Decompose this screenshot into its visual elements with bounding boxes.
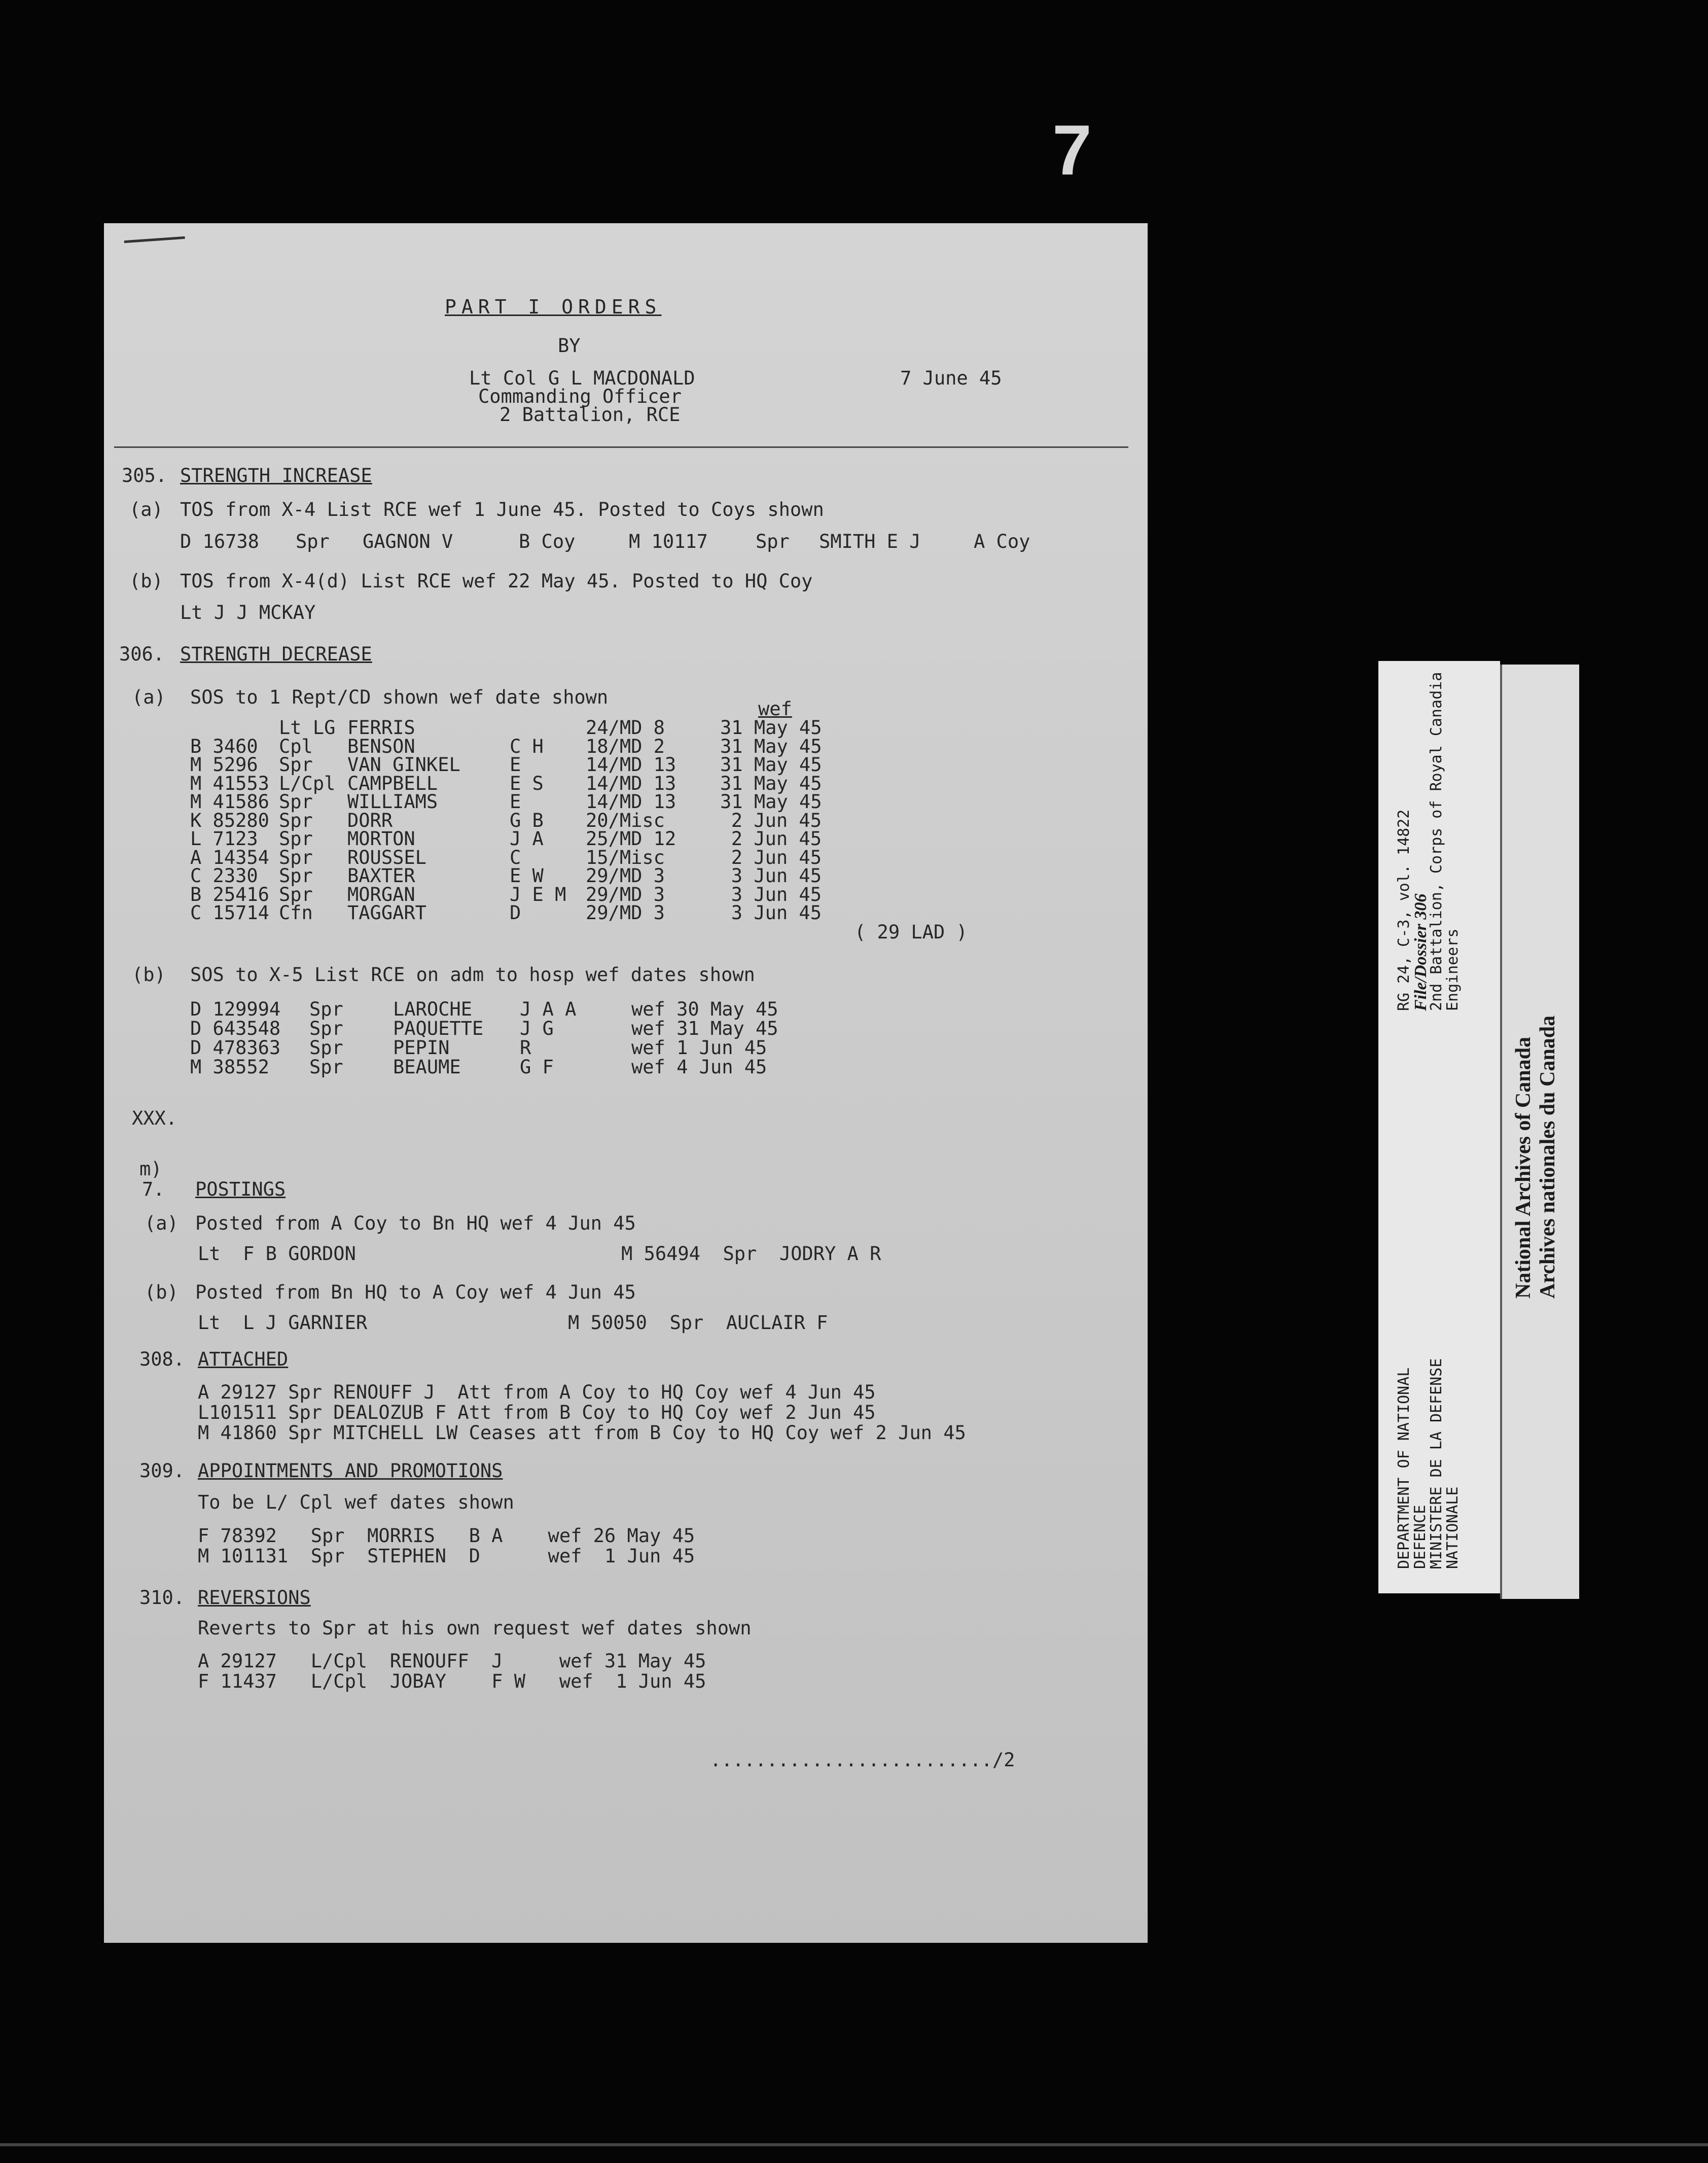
- s305-number: 305.: [122, 465, 167, 486]
- s306b-cell-name: PEPIN: [393, 1037, 450, 1059]
- s305-row-coy: B Coy: [519, 531, 576, 552]
- s306b-cell-init: J A A: [520, 998, 577, 1020]
- s306-cell-no: L 7123: [190, 828, 258, 850]
- s306-cell-rank: Spr: [279, 883, 313, 905]
- s306-cell-init: D: [510, 902, 521, 924]
- s306-cell-no: B 3460: [190, 735, 258, 757]
- s306-cell-rank: L/Cpl: [279, 772, 336, 794]
- s306b-cell-rank: Spr: [309, 1037, 343, 1059]
- archive-label-card: [1500, 665, 1579, 1599]
- s306-cell-date: 3 Jun 45: [731, 883, 822, 905]
- s306-cell-name: MORTON: [347, 828, 415, 850]
- s306-cell-init: J A: [510, 828, 544, 850]
- s305-row-no: D 16738: [180, 531, 259, 552]
- struck-text: XXX.: [132, 1107, 177, 1129]
- s307-b-label: (b): [145, 1281, 179, 1303]
- s306-a-text: SOS to 1 Rept/CD shown wef date shown: [190, 686, 609, 708]
- s306-heading: STRENGTH DECREASE: [180, 643, 372, 665]
- corner-pencil-mark: [124, 236, 186, 247]
- s305-row2-rank: Spr: [756, 531, 790, 552]
- s306-cell-init: E: [510, 791, 521, 813]
- s306-number: 306.: [119, 643, 165, 665]
- s306b-cell-name: LAROCHE: [393, 998, 472, 1020]
- s306b-cell-rank: Spr: [309, 1056, 343, 1078]
- s306-cell-no: C 2330: [190, 865, 258, 887]
- archive-line-fr: Archives nationales du Canada: [1536, 1015, 1559, 1299]
- film-edge: [0, 2143, 1708, 2146]
- s306-cell-no: M 41553: [190, 772, 269, 794]
- s306-cell-init: C: [510, 846, 521, 868]
- s306-cell-auth: 18/MD 2: [586, 735, 665, 757]
- s306-cell-auth: 29/MD 3: [586, 902, 665, 924]
- s305-a-text: TOS from X-4 List RCE wef 1 June 45. Posted to Coys shown: [180, 499, 824, 520]
- s305-row2-no: M 10117: [629, 531, 708, 552]
- s308-line: L101511 Spr DEALOZUB F Att from B Coy to HQ Coy wef 2 Jun 45: [198, 1402, 876, 1423]
- s306-cell-date: 31 May 45: [720, 772, 822, 794]
- s306b-cell-name: PAQUETTE: [393, 1018, 484, 1039]
- s307-margin: m): [139, 1158, 162, 1180]
- s306-cell-no: C 15714: [190, 902, 269, 924]
- s308-number: 308.: [139, 1348, 185, 1370]
- document-page: [104, 223, 1148, 1943]
- dept-line: NATIONALE: [1444, 1486, 1462, 1569]
- officer-title: Commanding Officer: [478, 386, 682, 407]
- s306-cell-date: 3 Jun 45: [731, 902, 822, 924]
- s306b-cell-init: G F: [520, 1056, 554, 1078]
- s309-row: F 78392 Spr MORRIS B A wef 26 May 45: [198, 1525, 695, 1547]
- s306-cell-auth: 20/Misc: [586, 809, 665, 831]
- s306-b-text: SOS to X-5 List RCE on adm to hosp wef dates shown: [190, 964, 755, 986]
- s306b-cell-rank: Spr: [309, 998, 343, 1020]
- continued-marker: ........................./2: [710, 1749, 1015, 1771]
- s309-heading: APPOINTMENTS AND PROMOTIONS: [198, 1460, 503, 1482]
- s306-cell-rank: Spr: [279, 846, 313, 868]
- s306-cell-name: BENSON: [347, 735, 415, 757]
- s306-cell-rank: Spr: [279, 865, 313, 887]
- s306b-cell-no: D 643548: [190, 1018, 281, 1039]
- s306b-cell-no: D 129994: [190, 998, 281, 1020]
- s307-b-left: Lt L J GARNIER: [198, 1312, 368, 1334]
- s306-cell-rank: Spr: [279, 754, 313, 776]
- s306b-cell-no: M 38552: [190, 1056, 269, 1078]
- s306-cell-auth: 29/MD 3: [586, 865, 665, 887]
- s306b-cell-init: R: [520, 1037, 531, 1059]
- s307-b-text: Posted from Bn HQ to A Coy wef 4 Jun 45: [195, 1281, 636, 1303]
- s306-cell-no: B 25416: [190, 883, 269, 905]
- s306-cell-date: 31 May 45: [720, 735, 822, 757]
- s306b-cell-name: BEAUME: [393, 1056, 461, 1078]
- dept-line: DEFENCE: [1411, 1505, 1429, 1569]
- officer-unit: 2 Battalion, RCE: [500, 404, 681, 426]
- s306-cell-auth: 29/MD 3: [586, 883, 665, 905]
- ref-line: RG 24, C-3, vol. 14822: [1395, 809, 1413, 1011]
- s309-text: To be L/ Cpl wef dates shown: [198, 1491, 514, 1513]
- archive-line-en: National Archives of Canada: [1512, 1036, 1535, 1299]
- s306-cell-rank: Cpl: [279, 735, 313, 757]
- s306-cell-date: 2 Jun 45: [731, 828, 822, 850]
- s310-row: F 11437 L/Cpl JOBAY F W wef 1 Jun 45: [198, 1670, 706, 1692]
- s306-cell-rank: Lt LG: [279, 717, 336, 739]
- s307-heading: POSTINGS: [195, 1178, 286, 1200]
- header-rule: [114, 446, 1128, 448]
- s306-cell-init: C H: [510, 735, 544, 757]
- s306-cell-no: K 85280: [190, 809, 269, 831]
- ref-line: File/Dossier 306: [1411, 893, 1430, 1011]
- s308-line: A 29127 Spr RENOUFF J Att from A Coy to HQ Coy wef 4 Jun 45: [198, 1381, 876, 1403]
- s308-line: M 41860 Spr MITCHELL LW Ceases att from B Coy to HQ Coy wef 2 Jun 45: [198, 1422, 966, 1444]
- s306-cell-auth: 14/MD 13: [586, 772, 677, 794]
- s306-a-label: (a): [132, 686, 166, 708]
- s305-b-row: Lt J J MCKAY: [180, 602, 316, 623]
- s306-cell-no: M 41586: [190, 791, 269, 813]
- s306-cell-no: M 5296: [190, 754, 258, 776]
- frame-number: 7: [1052, 110, 1093, 190]
- s306b-cell-no: D 478363: [190, 1037, 281, 1059]
- ref-line: Engineers: [1444, 928, 1462, 1011]
- s306-cell-name: FERRIS: [347, 717, 415, 739]
- s306-cell-rank: Spr: [279, 828, 313, 850]
- s309-row: M 101131 Spr STEPHEN D wef 1 Jun 45: [198, 1545, 695, 1567]
- order-date: 7 June 45: [900, 367, 1002, 389]
- s307-b-right: M 50050 Spr AUCLAIR F: [568, 1312, 828, 1334]
- s306-cell-auth: 24/MD 8: [586, 717, 665, 739]
- s306-cell-name: MORGAN: [347, 883, 415, 905]
- s306-cell-init: E: [510, 754, 521, 776]
- s306b-cell-init: J G: [520, 1018, 554, 1039]
- order-by: BY: [558, 335, 581, 357]
- dept-line: DEPARTMENT OF NATIONAL: [1395, 1367, 1413, 1569]
- s306-cell-rank: Spr: [279, 809, 313, 831]
- s306-cell-name: VAN GINKEL: [347, 754, 460, 776]
- s306-cell-name: ROUSSEL: [347, 846, 426, 868]
- s306-b-label: (b): [132, 964, 166, 986]
- s305-row2-coy: A Coy: [974, 531, 1030, 552]
- officer-name: Lt Col G L MACDONALD: [469, 367, 695, 389]
- s306-cell-init: E S: [510, 772, 544, 794]
- s310-number: 310.: [139, 1587, 185, 1609]
- s306-cell-init: J E M: [510, 883, 566, 905]
- s306-cell-auth: 25/MD 12: [586, 828, 677, 850]
- s306-cell-auth: 14/MD 13: [586, 791, 677, 813]
- s307-a-right: M 56494 Spr JODRY A R: [621, 1243, 881, 1265]
- s310-text: Reverts to Spr at his own request wef dates shown: [198, 1617, 752, 1639]
- s310-heading: REVERSIONS: [198, 1587, 311, 1609]
- s306-cell-auth: 15/Misc: [586, 846, 665, 868]
- s306-wef-header: wef: [758, 698, 792, 720]
- dept-line: MINISTERE DE LA DEFENSE: [1428, 1358, 1445, 1569]
- s305-row2-name: SMITH E J: [819, 531, 921, 552]
- ref-line: 2nd Battalion, Corps of Royal Canadia: [1428, 672, 1445, 1011]
- s306-cell-auth: 14/MD 13: [586, 754, 677, 776]
- order-title: PART I ORDERS: [445, 296, 662, 318]
- s306b-cell-rank: Spr: [309, 1018, 343, 1039]
- s306-cell-name: DORR: [347, 809, 393, 831]
- s306-cell-date: 2 Jun 45: [731, 809, 822, 831]
- s305-b-label: (b): [129, 570, 163, 592]
- s306b-cell-date: wef 30 May 45: [631, 998, 778, 1020]
- s306-cell-name: WILLIAMS: [347, 791, 438, 813]
- s306b-cell-date: wef 4 Jun 45: [631, 1056, 767, 1078]
- s306-cell-date: 31 May 45: [720, 717, 822, 739]
- s305-row-rank: Spr: [296, 531, 330, 552]
- s306-cell-name: TAGGART: [347, 902, 426, 924]
- lad-note: ( 29 LAD ): [855, 921, 968, 943]
- s306-cell-rank: Cfn: [279, 902, 313, 924]
- s306-cell-name: BAXTER: [347, 865, 415, 887]
- s306-cell-date: 31 May 45: [720, 754, 822, 776]
- s306-cell-date: 31 May 45: [720, 791, 822, 813]
- s305-heading: STRENGTH INCREASE: [180, 465, 372, 486]
- s310-row: A 29127 L/Cpl RENOUFF J wef 31 May 45: [198, 1650, 706, 1672]
- s306b-cell-date: wef 31 May 45: [631, 1018, 778, 1039]
- s306-cell-date: 3 Jun 45: [731, 865, 822, 887]
- s306-cell-date: 2 Jun 45: [731, 846, 822, 868]
- s306-cell-no: A 14354: [190, 846, 269, 868]
- s307-number: 7.: [142, 1178, 165, 1200]
- s307-a-text: Posted from A Coy to Bn HQ wef 4 Jun 45: [195, 1212, 636, 1234]
- s306b-cell-date: wef 1 Jun 45: [631, 1037, 767, 1059]
- reference-label-card: [1378, 661, 1500, 1593]
- s306-cell-name: CAMPBELL: [347, 772, 438, 794]
- s307-a-left: Lt F B GORDON: [198, 1243, 356, 1265]
- s306-cell-init: E W: [510, 865, 544, 887]
- s305-b-text: TOS from X-4(d) List RCE wef 22 May 45. Posted to HQ Coy: [180, 570, 813, 592]
- s305-a-label: (a): [129, 499, 163, 520]
- s307-a-label: (a): [145, 1212, 179, 1234]
- s306-cell-init: G B: [510, 809, 544, 831]
- s305-row-name: GAGNON V: [363, 531, 453, 552]
- s309-number: 309.: [139, 1460, 185, 1482]
- s308-heading: ATTACHED: [198, 1348, 289, 1370]
- s306-cell-rank: Spr: [279, 791, 313, 813]
